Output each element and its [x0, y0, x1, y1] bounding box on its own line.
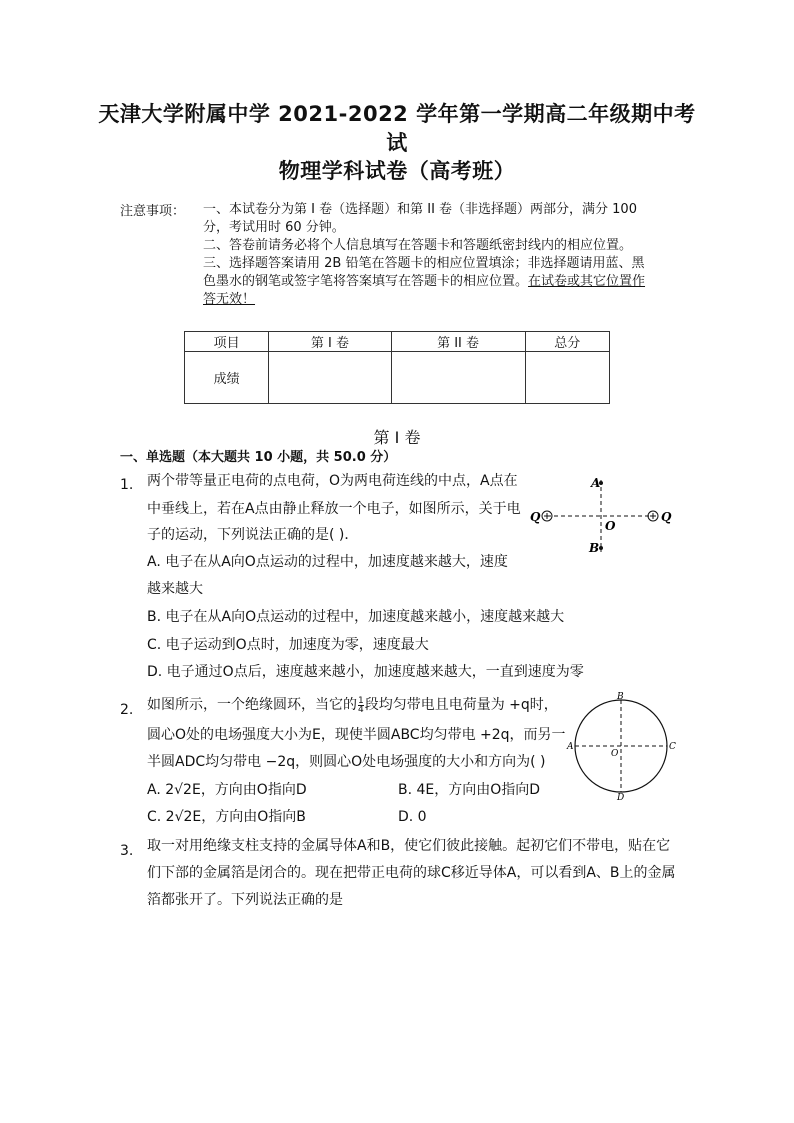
exam-subtitle: 物理学科试卷（高考班）	[278, 159, 516, 183]
q2-stem-line1	[147, 692, 558, 719]
q1-figure	[525, 470, 680, 560]
label-o: O	[611, 749, 619, 759]
label-a: A	[567, 742, 574, 752]
q1-option-d: D. 电子通过O点后，速度越来越小，加速度越来越大，一直到速度为零	[147, 664, 584, 680]
note-line-5-warning: 在试卷或其它位置作	[528, 274, 646, 289]
q1-stem-line3: 子的运动，下列说法正确的是( )．	[147, 527, 359, 543]
q1-stem-line2: 中垂线上，若在A点由静止释放一个电子，如图所示，关于电	[147, 501, 521, 517]
q1-number: 1.	[120, 477, 134, 493]
label-q-right: Q	[661, 510, 672, 524]
table-row-label: 成绩	[185, 352, 269, 404]
section-title: 第 I 卷	[373, 428, 421, 447]
label-b: B	[617, 692, 624, 702]
q1-stem-line1: 两个带等量正电荷的点电荷，O为两电荷连线的中点，A点在	[147, 473, 518, 489]
q2-stem-line1a: 如图所示，一个绝缘圆环，当它的	[147, 697, 357, 713]
note-line-5-text: 色墨水的钢笔或签字笔将答案填写在答题卡的相应位置。	[203, 274, 529, 289]
q3-stem-line2: 们下部的金属箔是闭合的。现在把带正电荷的球C移近导体A，可以看到A、B上的金属	[147, 865, 676, 881]
score-table	[184, 331, 610, 404]
q1-option-c: C. 电子运动到O点时，加速度为零，速度最大	[147, 637, 429, 653]
q2-number: 2.	[120, 702, 134, 718]
q2-figure	[565, 690, 680, 802]
exam-title-line2: 试	[386, 131, 408, 155]
q2-stem-line1b: 段均匀带电且电荷量为 +q时，	[364, 697, 558, 713]
note-line-4: 三、选择题答案请用 2B 铅笔在答题卡的相应位置填涂；非选择题请用蓝、黑	[203, 256, 645, 271]
q1-option-a: A. 电子在从A向O点运动的过程中，加速度越来越大，速度	[147, 554, 508, 570]
q3-number: 3.	[120, 843, 134, 859]
note-line-5	[203, 272, 645, 291]
note-line-6-warning: 答无效！	[203, 292, 256, 307]
point-b-dot	[599, 546, 603, 550]
label-a: A	[591, 476, 601, 490]
q3-stem-line3: 箔都张开了。下列说法正确的是	[147, 892, 343, 908]
table-header-part2: 第 II 卷	[391, 332, 525, 352]
table-header-total: 总分	[525, 332, 609, 352]
q3-stem-line1: 取一对用绝缘支柱支持的金属导体A和B，使它们彼此接触。起初它们不带电，贴在它	[147, 838, 671, 854]
q2-option-b: B. 4E，方向由O指向D	[398, 782, 541, 798]
q2-option-c: C. 2√2E，方向由O指向B	[147, 809, 306, 825]
note-line-2: 分，考试用时 60 分钟。	[203, 220, 345, 235]
score-cell-part2	[391, 352, 525, 404]
table-header-item: 项目	[185, 332, 269, 352]
notes-label: 注意事项：	[120, 204, 186, 219]
label-d: D	[617, 793, 625, 802]
q2-stem-line3: 半圆ADC均匀带电 −2q，则圆心O处电场强度的大小和方向为( )	[147, 754, 546, 770]
q1-option-a-cont: 越来越大	[147, 581, 203, 597]
label-q-left: Q	[530, 510, 541, 524]
note-line-3: 二、答卷前请务必将个人信息填写在答题卡和答题纸密封线内的相应位置。	[203, 238, 633, 253]
note-line-1: 一、本试卷分为第 I 卷（选择题）和第 II 卷（非选择题）两部分，满分 100	[203, 202, 637, 217]
q2-option-d: D. 0	[398, 809, 427, 825]
q2-option-a: A. 2√2E，方向由O指向D	[147, 782, 307, 798]
table-header-part1: 第 I 卷	[269, 332, 391, 352]
label-c: C	[669, 742, 676, 752]
label-o: O	[605, 519, 616, 533]
fraction-one-quarter: $\frac{1}{4}$	[358, 695, 364, 715]
score-cell-total	[525, 352, 609, 404]
exam-title-line1: 天津大学附属中学 2021-2022 学年第一学期高二年级期中考	[98, 102, 696, 126]
label-b: B	[589, 541, 600, 555]
q2-stem-line2: 圆心O处的电场强度大小为E，现使半圆ABC均匀带电 +2q，而另一	[147, 727, 566, 743]
section-part-heading: 一、单选题（本大题共 10 小题，共 50.0 分）	[120, 450, 397, 465]
q1-option-b: B. 电子在从A向O点运动的过程中，加速度越来越小，速度越来越大	[147, 609, 565, 625]
score-cell-part1	[269, 352, 391, 404]
